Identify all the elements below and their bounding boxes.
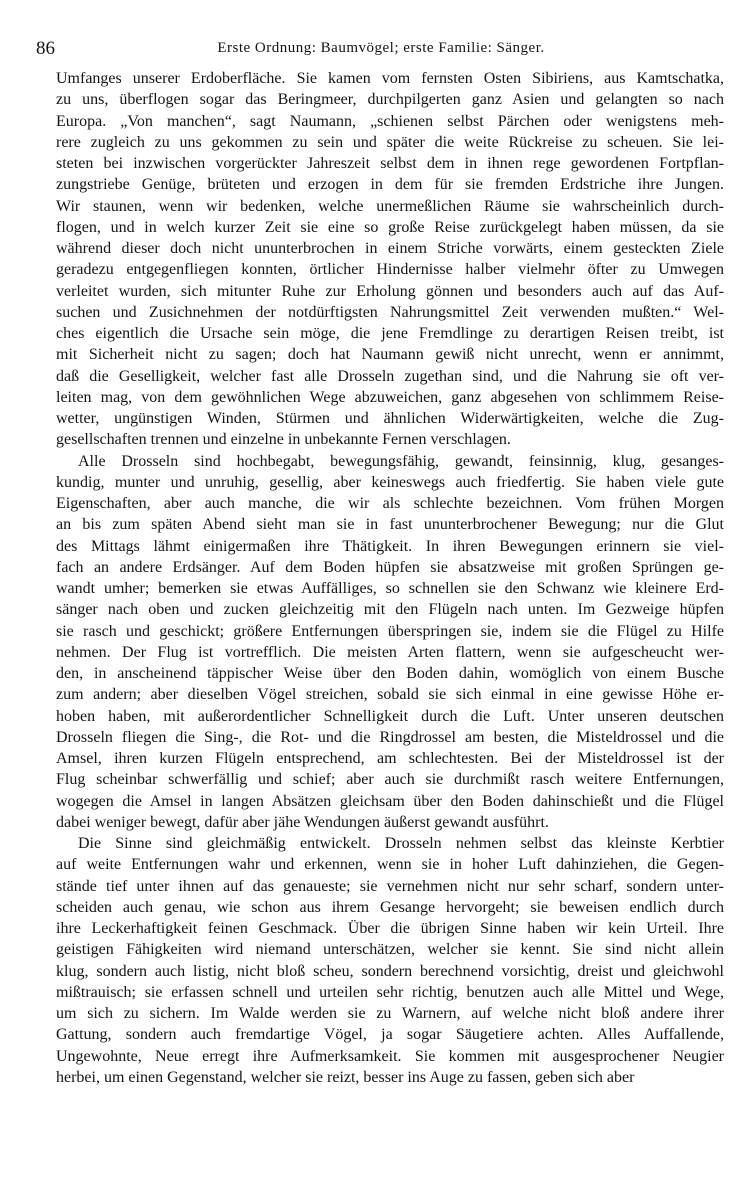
text-line: ches eigentlich die Ursache sein möge, die jene Fremdlinge zu derartigen Reisen treibt, ist [56,325,724,342]
text-line: an bis zum späten Abend sieht man sie in fast ununterbrochener Bewegung; nur die Glut [56,516,724,534]
paragraph [56,833,724,1088]
text-line: zu uns, überflogen sogar das Beringmeer, durchpilgerten ganz Asien und gelangten so nach [56,91,724,109]
running-title: Erste Ordnung: Baumvögel; erste Familie: Sänger. [217,40,545,56]
text-line: stände tief unter ihnen auf das genaueste; sie vernehmen nicht nur sehr scharf, sondern unter- [56,877,724,895]
text-line: des Mittags lähmt einigermaßen ihre Thätigkeit. In ihren Bewegungen erinnern sie viel- [56,537,724,555]
text-line: Amsel, ihren kurzen Flügeln entsprechend, am schlechtesten. Bei der Misteldrossel ist der [56,750,724,767]
text-line: Gattung, sondern auch fremdartige Vögel, ja sogar Säugetiere achten. Alles Auffallende, [56,1026,724,1044]
text-line: Eigenschaften, aber auch manche, die wir als schlechte bezeichnen. Vom frühen Morgen [56,495,724,512]
text-line: dabei weniger bewegt, dafür aber jähe Wendungen äußerst gewandt ausführt. [56,813,549,831]
text-line: leiten mag, von dem gewöhnlichen Wege abzuweichen, ganz abgesehen von schlimmem Reise- [56,388,724,406]
paragraph [56,451,724,834]
text-line: Ungewohnte, Neue erregt ihre Aufmerksamkeit. Sie kommen mit ausgesprochener Neugier [56,1047,724,1065]
text-line: mit Sicherheit nicht zu sagen; doch hat Naumann gewiß nicht unrecht, wenn er annimmt, [56,346,724,364]
text-line: rere zugleich zu uns gekommen zu sein und später die weite Rückreise zu scheuen. Sie lei- [56,133,724,151]
text-line: Drosseln fliegen die Sing-, die Rot- und die Ringdrossel am besten, die Misteldrossel und die [56,728,724,746]
text-line: Alle Drosseln sind hochbegabt, bewegungsfähig, gewandt, feinsinnig, klug, gesanges- [78,452,724,470]
text-line: flogen, und in welch kurzer Zeit sie eine so große Reise zurückgelegt haben müssen, da sie [56,218,724,236]
text-line: gesellschaften trennen und einzelne in unbekannte Fernen verschlagen. [56,431,511,449]
page-number: 86 [36,38,55,59]
text-line: auf weite Entfernungen wahr und erkennen, wenn sie in hoher Luft dahinziehen, die Gegen- [56,856,724,874]
text-line: hoben haben, mit außerordentlicher Schnelligkeit durch die Luft. Unter unseren deutschen [56,707,724,725]
text-line: kundig, munter und unruhig, gesellig, aber keineswegs auch friedfertig. Sie haben viele gute [56,473,724,491]
body-text [56,68,724,1088]
text-line: fach an andere Erdsänger. Auf dem Boden hüpfen sie absatzweise mit großen Sprüngen ge- [56,558,724,576]
text-line: suchen und Zusichnehmen der notdürftigsten Nahrungsmittel Zeit verwenden mußten.“ Wel- [56,303,724,321]
text-line: sänger nach oben und zucken gleichzeitig mit den Flügeln nach unten. Im Gezweige hüpfen [56,601,724,619]
text-line: ihre Leckerhaftigkeit feinen Geschmack. Über die übrigen Sinne haben wir kein Urteil. Ihre [56,920,724,937]
text-line: geistigen Fähigkeiten wird niemand unterschätzen, welcher sie kennt. Sie sind nicht allein [56,941,724,959]
text-line: daß die Geselligkeit, welcher fast alle Drosseln zugethan sind, und die Nahrung sie oft ver- [56,367,724,385]
text-line: klug, sondern auch listig, nicht bloß scheu, sondern berechnend vorsichtig, dreist und gleichwohl [56,962,724,980]
text-line: wandt umher; bemerken sie etwas Auffälliges, so schnellen sie den Schwanz wie kleinere Erd- [56,580,724,597]
text-line: zum andern; aber dieselben Vögel streichen, sobald sie sich einmal in eine gewisse Höhe er- [56,686,724,704]
text-line: steten bei inzwischen vorgerückter Jahreszeit selbst dem in ihnen rege gewordenen Fortpflan- [56,155,724,172]
text-line: sie rasch und geschickt; größere Entfernungen überspringen sie, indem sie die Flügel zu Hilfe [56,622,724,640]
text-line: nehmen. Der Flug ist vortrefflich. Die meisten Arten flattern, wenn sie aufgescheucht wer- [56,643,724,661]
text-line: verleitet wurden, sich mitunter Ruhe zur Erholung gönnen und besonders auch auf das Auf- [56,282,724,300]
text-line: Wir staunen, wenn wir bedenken, welche unermeßlichen Räume sie wahrscheinlich durch- [56,197,724,215]
text-line: herbei, um einen Gegenstand, welcher sie reizt, besser ins Auge zu fassen, geben sich aber [56,1068,635,1086]
text-line: scheiden auch genau, wie schon aus ihrem Gesange hervorgeht; sie beweisen endlich durch [56,898,724,916]
text-line: zungstriebe Genüge, brüteten und erzogen in dem für sie fremden Erdstriche ihre Jungen. [56,176,724,194]
text-line: während dieser doch nicht ununterbrochen in einem Striche vorwärts, einem gesteckten Ziele [56,240,724,257]
text-line: mißtrauisch; sie erfassen schnell und urteilen sehr richtig, benutzen auch alle Mittel und Wege, [56,983,724,1001]
text-line: Die Sinne sind gleichmäßig entwickelt. Drosseln nehmen selbst das kleinste Kerbtier [78,835,724,852]
page-header [36,38,726,62]
text-line: geradezu entgegenfliegen konnten, örtlicher Hindernisse halber vielmehr öfter zu Umwegen [56,261,724,279]
text-line: Umfanges unserer Erdoberfläche. Sie kamen vom fernsten Osten Sibiriens, aus Kamtschatka, [56,70,724,87]
text-line: wetter, ungünstigen Winden, Stürmen und ähnlichen Widerwärtigkeiten, welche die Zug- [56,410,724,427]
text-line: um sich zu sichern. Im Walde werden sie zu Warnern, auf welche nicht bloß andere ihrer [56,1005,724,1022]
text-line: den, in anscheinend täppischer Weise über den Boden dahin, womöglich von einem Busche [56,665,724,682]
text-line: Europa. „Von manchen“, sagt Naumann, „schienen selbst Pärchen oder wenigstens meh- [56,112,724,130]
text-line: Flug scheinbar schwerfällig und schief; aber auch sie durchmißt rasch weitere Entfernungen, [56,771,724,789]
text-line: wogegen die Amsel in langen Absätzen gleichsam über den Boden dahinschießt und die Flügel [56,792,724,810]
paragraph [56,68,724,451]
